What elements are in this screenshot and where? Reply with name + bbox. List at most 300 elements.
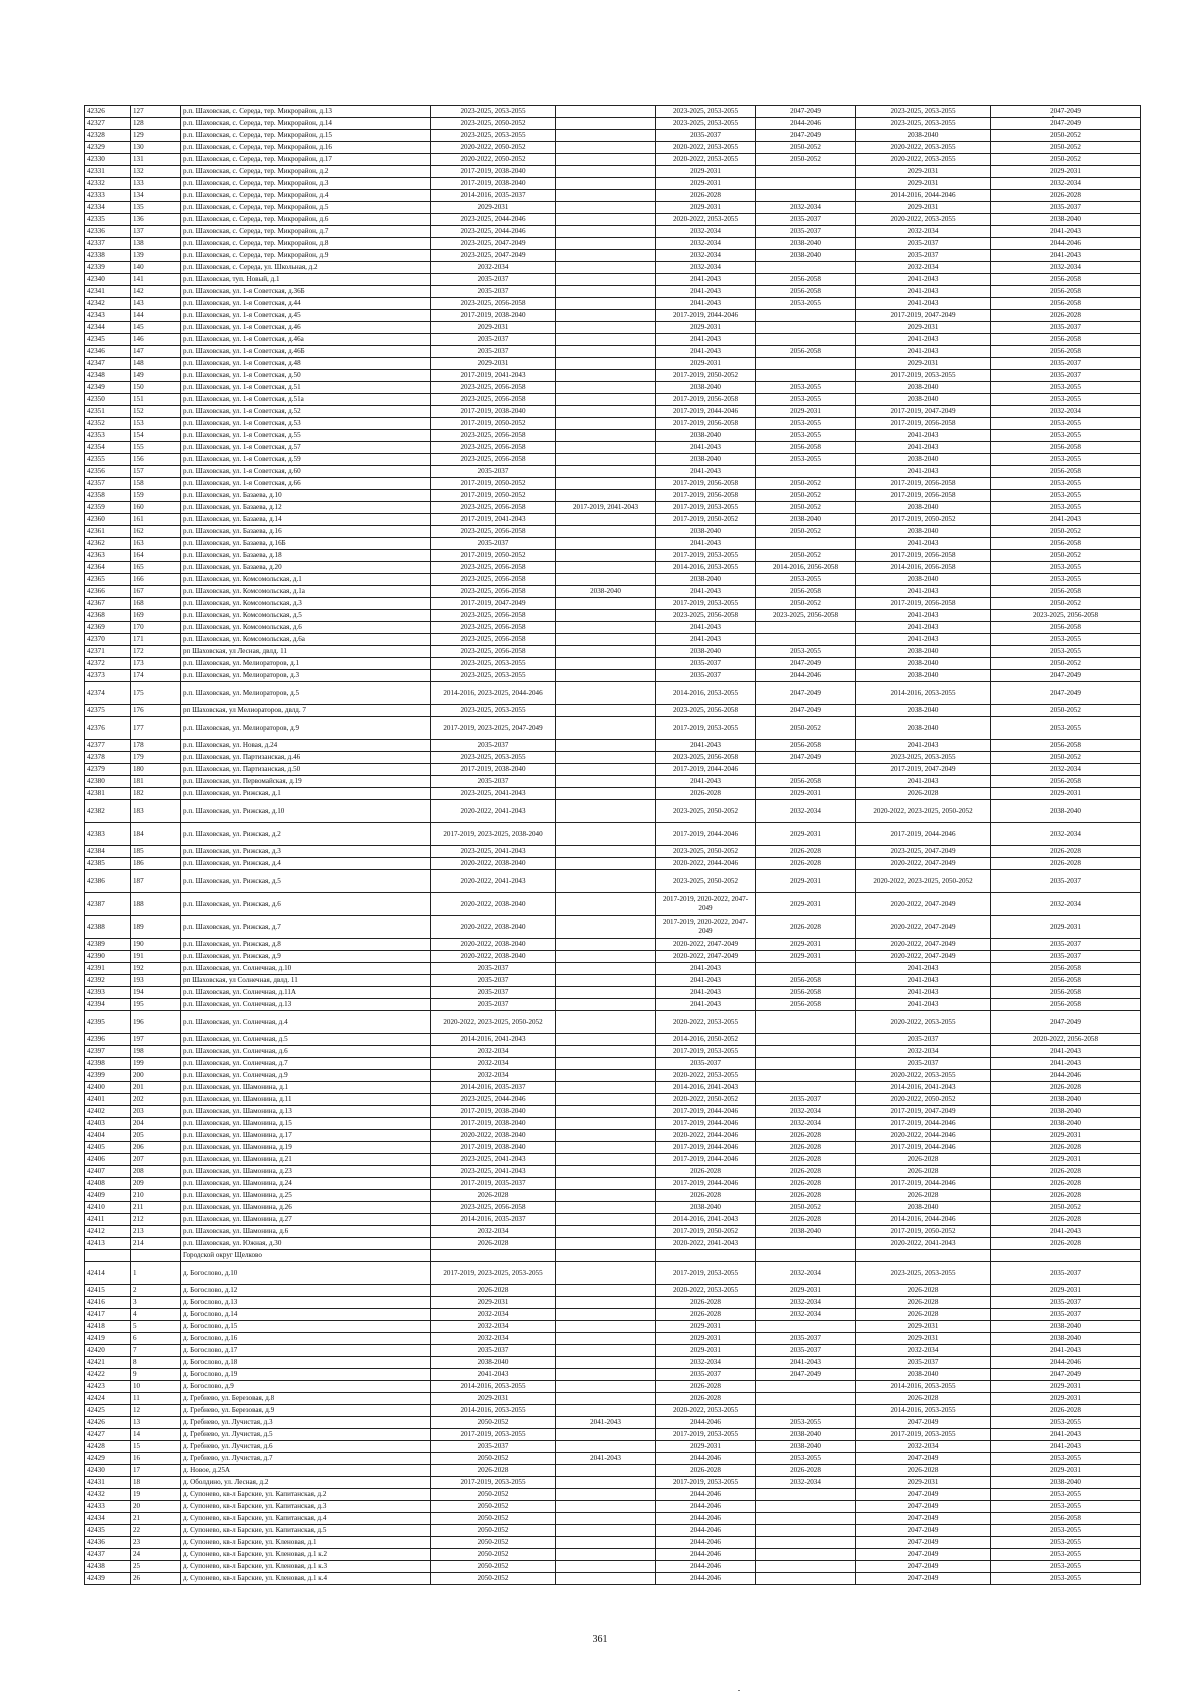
address-cell: р.п. Шаховская, туп. Новый, д.1 <box>181 274 431 286</box>
period-cell-5: 2017-2019, 2056-2058 <box>856 550 991 562</box>
row-number-cell: 164 <box>131 550 181 562</box>
address-cell: р.п. Шаховская, ул. Базаева, д.14 <box>181 514 431 526</box>
period-cell-2 <box>556 466 656 478</box>
period-cell-3: 2026-2028 <box>656 1190 756 1202</box>
address-cell: р.п. Шаховская, ул. Шамонина, д.17 <box>181 1130 431 1142</box>
row-id-cell: 42355 <box>85 454 131 466</box>
period-cell-2 <box>556 538 656 550</box>
period-cell-4: 2038-2040 <box>756 238 856 250</box>
period-cell-1: 2014-2016, 2053-2055 <box>431 1381 556 1393</box>
row-id-cell: 42421 <box>85 1357 131 1369</box>
period-cell-1: 2020-2022, 2038-2040 <box>431 951 556 963</box>
period-cell-4: 2056-2058 <box>756 442 856 454</box>
address-cell: р.п. Шаховская, ул. Шамонина, д.1 <box>181 1082 431 1094</box>
table-row <box>85 562 1141 574</box>
period-cell-5: 2017-2019, 2056-2058 <box>856 490 991 502</box>
period-cell-5: 2020-2022, 2023-2025, 2050-2052 <box>856 870 991 893</box>
row-number-cell: 9 <box>131 1369 181 1381</box>
period-cell-6: 2038-2040 <box>991 1094 1141 1106</box>
address-cell: р.п. Шаховская, с. Середа, тер. Микрорайон, д.6 <box>181 214 431 226</box>
period-cell-5: 2035-2037 <box>856 1034 991 1046</box>
period-cell-1: 2017-2019, 2038-2040 <box>431 178 556 190</box>
period-cell-5: 2020-2022, 2053-2055 <box>856 142 991 154</box>
table-row <box>85 406 1141 418</box>
table-row <box>85 430 1141 442</box>
period-cell-1: 2023-2025, 2044-2046 <box>431 214 556 226</box>
row-number-cell: 137 <box>131 226 181 238</box>
period-cell-6: 2050-2052 <box>991 598 1141 610</box>
period-cell-3: 2023-2025, 2053-2055 <box>656 106 756 118</box>
period-cell-5: 2020-2022, 2047-2049 <box>856 951 991 963</box>
table-row <box>85 1453 1141 1465</box>
period-cell-3: 2029-2031 <box>656 1321 756 1333</box>
period-cell-1: 2050-2052 <box>431 1489 556 1501</box>
period-cell-5: 2017-2019, 2047-2049 <box>856 406 991 418</box>
row-number-cell: 200 <box>131 1070 181 1082</box>
row-number-cell: 178 <box>131 740 181 752</box>
row-id-cell: 42408 <box>85 1178 131 1190</box>
table-row <box>85 1333 1141 1345</box>
row-id-cell: 42365 <box>85 574 131 586</box>
address-cell: р.п. Шаховская, ул. Солнечная, д.11А <box>181 987 431 999</box>
period-cell-5: 2026-2028 <box>856 788 991 800</box>
table-body <box>85 106 1141 1585</box>
period-cell-4 <box>756 370 856 382</box>
period-cell-4 <box>756 190 856 202</box>
period-cell-6: 2026-2028 <box>991 1238 1141 1250</box>
row-id-cell: 42353 <box>85 430 131 442</box>
address-cell: р.п. Шаховская, с. Середа, тер. Микрорайон, д.7 <box>181 226 431 238</box>
period-cell-1: 2032-2034 <box>431 1046 556 1058</box>
period-cell-5: 2017-2019, 2047-2049 <box>856 310 991 322</box>
row-id-cell: 42392 <box>85 975 131 987</box>
period-cell-3: 2035-2037 <box>656 130 756 142</box>
period-cell-1: 2020-2022, 2038-2040 <box>431 1130 556 1142</box>
period-cell-5: 2017-2019, 2053-2055 <box>856 370 991 382</box>
period-cell-4 <box>756 1321 856 1333</box>
period-cell-5: 2017-2019, 2050-2052 <box>856 514 991 526</box>
table-row <box>85 634 1141 646</box>
period-cell-6: 2026-2028 <box>991 190 1141 202</box>
period-cell-1: 2023-2025, 2056-2058 <box>431 622 556 634</box>
period-cell-4: 2053-2055 <box>756 298 856 310</box>
period-cell-5: 2047-2049 <box>856 1561 991 1573</box>
period-cell-6: 2041-2043 <box>991 514 1141 526</box>
period-cell-2 <box>556 670 656 682</box>
period-cell-3: 2014-2016, 2050-2052 <box>656 1034 756 1046</box>
period-cell-3: 2041-2043 <box>656 987 756 999</box>
period-cell-4: 2026-2028 <box>756 1166 856 1178</box>
period-cell-4: 2035-2037 <box>756 1345 856 1357</box>
period-cell-2 <box>556 1465 656 1477</box>
address-cell: р.п. Шаховская, ул. Шамонина, д.26 <box>181 1202 431 1214</box>
period-cell-3: 2020-2022, 2053-2055 <box>656 1405 756 1417</box>
period-cell-1: 2032-2034 <box>431 262 556 274</box>
period-cell-3: 2044-2046 <box>656 1513 756 1525</box>
table-row <box>85 1537 1141 1549</box>
period-cell-2 <box>556 1011 656 1034</box>
row-id-cell: 42423 <box>85 1381 131 1393</box>
period-cell-6: 2041-2043 <box>991 1441 1141 1453</box>
period-cell-2 <box>556 893 656 916</box>
period-cell-6: 2056-2058 <box>991 466 1141 478</box>
row-id-cell: 42431 <box>85 1477 131 1489</box>
address-cell: р.п. Шаховская, с. Середа, тер. Микрорайон, д.2 <box>181 166 431 178</box>
period-cell-1: 2023-2025, 2047-2049 <box>431 250 556 262</box>
row-number-cell: 17 <box>131 1465 181 1477</box>
period-cell-4: 2050-2052 <box>756 1202 856 1214</box>
period-cell-3: 2029-2031 <box>656 1345 756 1357</box>
row-id-cell: 42428 <box>85 1441 131 1453</box>
address-cell: д. Гребнево, ул. Лучистая, д.7 <box>181 1453 431 1465</box>
table-row <box>85 670 1141 682</box>
row-id-cell: 42419 <box>85 1333 131 1345</box>
table-row <box>85 310 1141 322</box>
period-cell-4: 2050-2052 <box>756 154 856 166</box>
period-cell-1: 2023-2025, 2056-2058 <box>431 646 556 658</box>
period-cell-5: 2014-2016, 2041-2043 <box>856 1082 991 1094</box>
period-cell-4: 2047-2049 <box>756 658 856 670</box>
period-cell-6: 2053-2055 <box>991 1417 1141 1429</box>
period-cell-6: 2047-2049 <box>991 682 1141 705</box>
period-cell-2 <box>556 823 656 846</box>
row-id-cell: 42358 <box>85 490 131 502</box>
period-cell-5: 2038-2040 <box>856 646 991 658</box>
period-cell-3: 2017-2019, 2020-2022, 2047-2049 <box>656 916 756 939</box>
period-cell-5: 2029-2031 <box>856 166 991 178</box>
table-row <box>85 1549 1141 1561</box>
address-cell: р.п. Шаховская, ул. Новая, д.24 <box>181 740 431 752</box>
row-number-cell: 18 <box>131 1477 181 1489</box>
address-cell: р.п. Шаховская, ул. Рижская, д.8 <box>181 939 431 951</box>
period-cell-1: 2050-2052 <box>431 1525 556 1537</box>
period-cell-1: 2023-2025, 2056-2058 <box>431 562 556 574</box>
table-row <box>85 1357 1141 1369</box>
period-cell-3: 2044-2046 <box>656 1417 756 1429</box>
period-cell-4: 2029-2031 <box>756 893 856 916</box>
period-cell-2 <box>556 764 656 776</box>
period-cell-3: 2020-2022, 2053-2055 <box>656 1011 756 1034</box>
period-cell-3: 2026-2028 <box>656 1465 756 1477</box>
period-cell-2 <box>556 118 656 130</box>
address-cell: р.п. Шаховская, ул. 1-я Советская, д.46а <box>181 334 431 346</box>
period-cell-6: 2053-2055 <box>991 502 1141 514</box>
row-id-cell: 42361 <box>85 526 131 538</box>
period-cell-6: 2056-2058 <box>991 975 1141 987</box>
row-id-cell: 42326 <box>85 106 131 118</box>
period-cell-6: 2047-2049 <box>991 118 1141 130</box>
period-cell-3: 2038-2040 <box>656 430 756 442</box>
period-cell-1: 2017-2019, 2038-2040 <box>431 406 556 418</box>
period-cell-2 <box>556 418 656 430</box>
period-cell-4 <box>756 1405 856 1417</box>
row-id-cell: 42424 <box>85 1393 131 1405</box>
period-cell-3: 2026-2028 <box>656 1166 756 1178</box>
period-cell-6: 2035-2037 <box>991 870 1141 893</box>
period-cell-4: 2032-2034 <box>756 800 856 823</box>
table-row <box>85 1046 1141 1058</box>
period-cell-4: 2035-2037 <box>756 1094 856 1106</box>
row-number-cell: 135 <box>131 202 181 214</box>
table-row <box>85 238 1141 250</box>
period-cell-6: 2035-2037 <box>991 1262 1141 1285</box>
period-cell-4 <box>756 1561 856 1573</box>
row-number-cell: 5 <box>131 1321 181 1333</box>
period-cell-4: 2056-2058 <box>756 740 856 752</box>
period-cell-5: 2017-2019, 2056-2058 <box>856 478 991 490</box>
period-cell-3: 2014-2016, 2041-2043 <box>656 1082 756 1094</box>
period-cell-3: 2032-2034 <box>656 226 756 238</box>
period-cell-5: 2047-2049 <box>856 1525 991 1537</box>
period-cell-3: 2020-2022, 2053-2055 <box>656 214 756 226</box>
period-cell-3: 2023-2025, 2050-2052 <box>656 846 756 858</box>
table-row <box>85 286 1141 298</box>
row-id-cell: 42429 <box>85 1453 131 1465</box>
period-cell-6: 2053-2055 <box>991 418 1141 430</box>
period-cell-5: 2029-2031 <box>856 1321 991 1333</box>
period-cell-4: 2050-2052 <box>756 550 856 562</box>
period-cell-5: 2041-2043 <box>856 442 991 454</box>
period-cell-3: 2041-2043 <box>656 346 756 358</box>
period-cell-4 <box>756 634 856 646</box>
period-cell-5: 2032-2034 <box>856 1441 991 1453</box>
row-id-cell: 42400 <box>85 1082 131 1094</box>
period-cell-3: 2026-2028 <box>656 190 756 202</box>
period-cell-2 <box>556 598 656 610</box>
period-cell-3 <box>656 1250 756 1262</box>
period-cell-1: 2023-2025, 2056-2058 <box>431 298 556 310</box>
table-row <box>85 130 1141 142</box>
row-id-cell: 42334 <box>85 202 131 214</box>
period-cell-1: 2035-2037 <box>431 274 556 286</box>
period-cell-4: 2026-2028 <box>756 1190 856 1202</box>
table-row <box>85 1285 1141 1297</box>
period-cell-3: 2017-2019, 2050-2052 <box>656 1226 756 1238</box>
period-cell-1: 2050-2052 <box>431 1573 556 1585</box>
period-cell-3: 2026-2028 <box>656 1381 756 1393</box>
period-cell-6: 2050-2052 <box>991 550 1141 562</box>
period-cell-2 <box>556 190 656 202</box>
address-cell: р.п. Шаховская, ул. Рижская, д.6 <box>181 893 431 916</box>
period-cell-2 <box>556 634 656 646</box>
table-row <box>85 893 1141 916</box>
period-cell-3: 2017-2019, 2053-2055 <box>656 1262 756 1285</box>
period-cell-5: 2038-2040 <box>856 574 991 586</box>
table-row <box>85 987 1141 999</box>
period-cell-5: 2020-2022, 2023-2025, 2050-2052 <box>856 800 991 823</box>
table-row <box>85 586 1141 598</box>
table-row <box>85 1130 1141 1142</box>
period-cell-3: 2041-2043 <box>656 334 756 346</box>
address-cell: р.п. Шаховская, ул. Шамонина, д.15 <box>181 1118 431 1130</box>
period-cell-4: 2056-2058 <box>756 286 856 298</box>
table-row <box>85 1106 1141 1118</box>
period-cell-5: 2023-2025, 2053-2055 <box>856 752 991 764</box>
row-id-cell: 42387 <box>85 893 131 916</box>
address-cell: д. Оболдино, ул. Лесная, д.2 <box>181 1477 431 1489</box>
row-number-cell: 20 <box>131 1501 181 1513</box>
row-id-cell: 42329 <box>85 142 131 154</box>
period-cell-2 <box>556 1321 656 1333</box>
period-cell-2 <box>556 705 656 717</box>
period-cell-2 <box>556 1142 656 1154</box>
row-id-cell: 42371 <box>85 646 131 658</box>
period-cell-6: 2053-2055 <box>991 634 1141 646</box>
period-cell-6: 2032-2034 <box>991 178 1141 190</box>
row-id-cell: 42403 <box>85 1118 131 1130</box>
row-number-cell: 158 <box>131 478 181 490</box>
period-cell-6: 2056-2058 <box>991 987 1141 999</box>
table-row <box>85 1094 1141 1106</box>
period-cell-3: 2029-2031 <box>656 322 756 334</box>
period-cell-6: 2020-2022, 2056-2058 <box>991 1034 1141 1046</box>
row-number-cell: 184 <box>131 823 181 846</box>
table-row <box>85 1166 1141 1178</box>
period-cell-6: 2056-2058 <box>991 298 1141 310</box>
row-id-cell: 42351 <box>85 406 131 418</box>
period-cell-2 <box>556 1537 656 1549</box>
row-id-cell: 42337 <box>85 238 131 250</box>
address-cell: д. Богослово, д.18 <box>181 1357 431 1369</box>
period-cell-5: 2014-2016, 2044-2046 <box>856 1214 991 1226</box>
period-cell-6: 2035-2037 <box>991 370 1141 382</box>
period-cell-4: 2050-2052 <box>756 142 856 154</box>
row-number-cell: 148 <box>131 358 181 370</box>
address-cell: р.п. Шаховская, с. Середа, тер. Микрорайон, д.15 <box>181 130 431 142</box>
period-cell-1: 2014-2016, 2023-2025, 2044-2046 <box>431 682 556 705</box>
period-cell-1: 2020-2022, 2041-2043 <box>431 800 556 823</box>
table-row <box>85 622 1141 634</box>
address-cell: р.п. Шаховская, ул. 1-я Советская, д.51 <box>181 382 431 394</box>
table-row <box>85 916 1141 939</box>
period-cell-4: 2032-2034 <box>756 1118 856 1130</box>
period-cell-6: 2053-2055 <box>991 717 1141 740</box>
period-cell-1: 2023-2025, 2056-2058 <box>431 382 556 394</box>
period-cell-1: 2017-2019, 2050-2052 <box>431 478 556 490</box>
address-cell: р.п. Шаховская, ул. 1-я Советская, д.51а <box>181 394 431 406</box>
row-number-cell: 151 <box>131 394 181 406</box>
period-cell-3: 2029-2031 <box>656 166 756 178</box>
row-number-cell: 143 <box>131 298 181 310</box>
period-cell-5: 2038-2040 <box>856 130 991 142</box>
period-cell-6: 2032-2034 <box>991 764 1141 776</box>
period-cell-4 <box>756 1489 856 1501</box>
period-cell-1: 2023-2025, 2041-2043 <box>431 1166 556 1178</box>
period-cell-6: 2038-2040 <box>991 1106 1141 1118</box>
period-cell-6: 2056-2058 <box>991 622 1141 634</box>
row-id-cell <box>85 1250 131 1262</box>
row-id-cell: 42327 <box>85 118 131 130</box>
table-row <box>85 963 1141 975</box>
address-cell: р.п. Шаховская, ул. Базаева, д.16Б <box>181 538 431 550</box>
table-row <box>85 322 1141 334</box>
period-cell-4: 2029-2031 <box>756 823 856 846</box>
address-cell: д. Супонево, кв-л Барские, ул. Капитанская, д.2 <box>181 1489 431 1501</box>
period-cell-3: 2017-2019, 2056-2058 <box>656 418 756 430</box>
row-id-cell: 42340 <box>85 274 131 286</box>
row-number-cell: 168 <box>131 598 181 610</box>
address-cell: д. Гребнево, ул. Березовая, д.9 <box>181 1405 431 1417</box>
period-cell-2 <box>556 1154 656 1166</box>
period-cell-3: 2017-2019, 2053-2055 <box>656 502 756 514</box>
row-id-cell: 42422 <box>85 1369 131 1381</box>
row-number-cell: 207 <box>131 1154 181 1166</box>
period-cell-5: 2014-2016, 2053-2055 <box>856 1381 991 1393</box>
period-cell-4: 2044-2046 <box>756 118 856 130</box>
row-id-cell: 42430 <box>85 1465 131 1477</box>
period-cell-6: 2038-2040 <box>991 1118 1141 1130</box>
table-row <box>85 646 1141 658</box>
period-cell-6: 2038-2040 <box>991 800 1141 823</box>
address-cell: р.п. Шаховская, ул. Комсомольская, д.6а <box>181 634 431 646</box>
period-cell-6: 2056-2058 <box>991 538 1141 550</box>
table-row <box>85 776 1141 788</box>
period-cell-6: 2053-2055 <box>991 574 1141 586</box>
table-row <box>85 1513 1141 1525</box>
row-id-cell: 42414 <box>85 1262 131 1285</box>
address-cell: р.п. Шаховская, ул. Шамонина, д.21 <box>181 1154 431 1166</box>
period-cell-4 <box>756 1238 856 1250</box>
period-cell-1: 2023-2025, 2056-2058 <box>431 586 556 598</box>
address-cell: р.п. Шаховская, ул. Солнечная, д.9 <box>181 1070 431 1082</box>
period-cell-4 <box>756 322 856 334</box>
period-cell-4: 2056-2058 <box>756 776 856 788</box>
period-cell-3: 2017-2019, 2050-2052 <box>656 514 756 526</box>
period-cell-4 <box>756 1381 856 1393</box>
row-number-cell: 127 <box>131 106 181 118</box>
row-id-cell: 42434 <box>85 1513 131 1525</box>
period-cell-6: 2053-2055 <box>991 394 1141 406</box>
period-cell-5 <box>856 1250 991 1262</box>
period-cell-2 <box>556 916 656 939</box>
period-cell-2 <box>556 800 656 823</box>
period-cell-1: 2014-2016, 2035-2037 <box>431 1214 556 1226</box>
period-cell-3: 2017-2019, 2053-2055 <box>656 598 756 610</box>
period-cell-3: 2017-2019, 2053-2055 <box>656 550 756 562</box>
row-number-cell: 193 <box>131 975 181 987</box>
address-cell: д. Гребнево, ул. Лучистая, д.5 <box>181 1429 431 1441</box>
row-number-cell: 129 <box>131 130 181 142</box>
period-cell-3: 2044-2046 <box>656 1549 756 1561</box>
period-cell-2 <box>556 1118 656 1130</box>
period-cell-5: 2029-2031 <box>856 358 991 370</box>
period-cell-5: 2038-2040 <box>856 1202 991 1214</box>
period-cell-2 <box>556 1202 656 1214</box>
period-cell-2 <box>556 1058 656 1070</box>
row-id-cell: 42407 <box>85 1166 131 1178</box>
period-cell-4: 2056-2058 <box>756 987 856 999</box>
address-cell: р.п. Шаховская, ул. 1-я Советская, д.57 <box>181 442 431 454</box>
row-number-cell: 163 <box>131 538 181 550</box>
row-number-cell: 2 <box>131 1285 181 1297</box>
row-number-cell: 138 <box>131 238 181 250</box>
row-id-cell: 42393 <box>85 987 131 999</box>
table-row <box>85 1309 1141 1321</box>
address-cell: р.п. Шаховская, ул. Рижская, д.10 <box>181 800 431 823</box>
period-cell-4: 2029-2031 <box>756 788 856 800</box>
period-cell-1: 2035-2037 <box>431 963 556 975</box>
period-cell-4: 2032-2034 <box>756 1477 856 1489</box>
table-row <box>85 1154 1141 1166</box>
row-number-cell: 199 <box>131 1058 181 1070</box>
address-cell: р.п. Шаховская, ул. 1-я Советская, д.55 <box>181 430 431 442</box>
table-row <box>85 178 1141 190</box>
address-cell: р.п. Шаховская, ул. 1-я Советская, д.52 <box>181 406 431 418</box>
period-cell-4 <box>756 466 856 478</box>
address-cell: р.п. Шаховская, ул. Партизанская, д.46 <box>181 752 431 764</box>
period-cell-2 <box>556 846 656 858</box>
period-cell-1: 2017-2019, 2041-2043 <box>431 514 556 526</box>
